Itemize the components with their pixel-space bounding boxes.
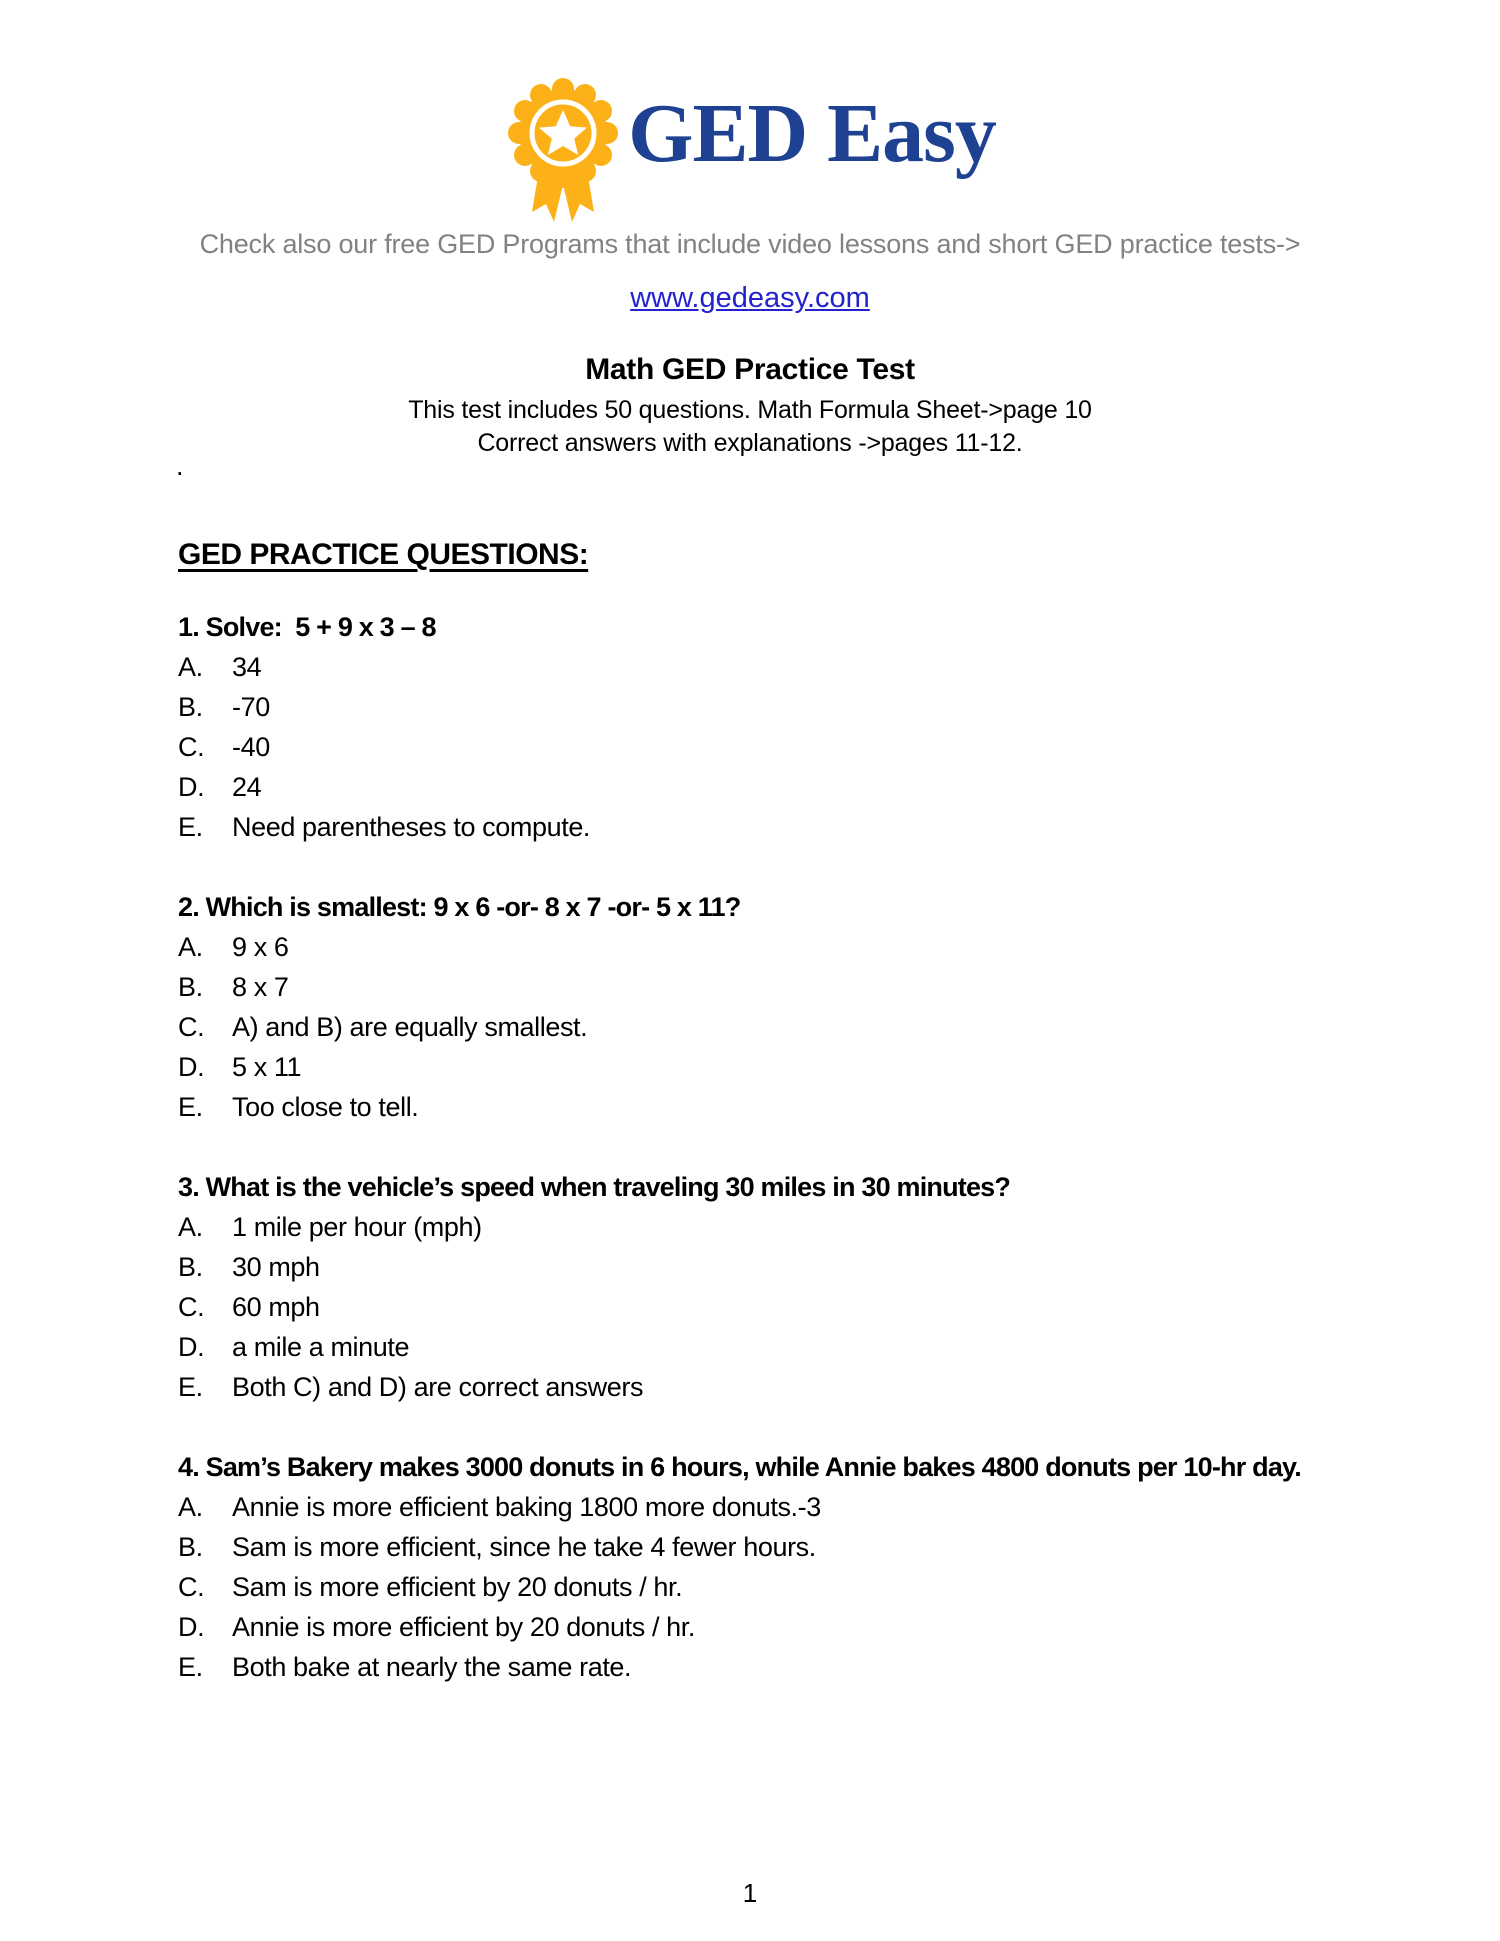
option-text: Sam is more efficient by 20 donuts / hr. xyxy=(232,1572,683,1602)
option-text: Annie is more efficient by 20 donuts / hr. xyxy=(232,1612,695,1642)
question-prompt: 3. What is the vehicle’s speed when traveling 30 miles in 30 minutes? xyxy=(178,1172,1011,1202)
option-row xyxy=(178,1087,1480,1127)
option-text: 5 x 11 xyxy=(232,1052,302,1082)
option-row xyxy=(178,1487,1480,1527)
question-prompt: 1. Solve: 5 + 9 x 3 – 8 xyxy=(178,612,436,642)
option-text: 30 mph xyxy=(232,1252,320,1282)
option-row xyxy=(178,727,1480,767)
option-row xyxy=(178,1527,1480,1567)
question-prompt: 4. Sam’s Bakery makes 3000 donuts in 6 hours, while Annie bakes 4800 donuts per 10-hr day. xyxy=(178,1452,1301,1482)
option-label: A. xyxy=(178,932,203,962)
option-label: D. xyxy=(178,1052,205,1082)
option-label: E. xyxy=(178,1652,203,1682)
option-text: Both bake at nearly the same rate. xyxy=(232,1652,632,1682)
option-label: D. xyxy=(178,772,205,802)
option-text: Both C) and D) are correct answers xyxy=(232,1372,644,1402)
option-text: Too close to tell. xyxy=(232,1092,419,1122)
question-list xyxy=(178,607,1480,1727)
question-1 xyxy=(178,607,1480,847)
option-row xyxy=(178,1607,1480,1647)
option-label: D. xyxy=(178,1332,205,1362)
option-row xyxy=(178,687,1480,727)
option-text: 60 mph xyxy=(232,1292,320,1322)
link-line xyxy=(0,278,1500,318)
option-text: 24 xyxy=(232,772,262,802)
doc-title: Math GED Practice Test xyxy=(585,353,915,386)
question-prompt: 2. Which is smallest: 9 x 6 -or- 8 x 7 -or- 5 x 11? xyxy=(178,892,741,922)
option-text: Annie is more efficient baking 1800 more donuts.-3 xyxy=(232,1492,821,1522)
option-text: 8 x 7 xyxy=(232,972,289,1002)
option-label: A. xyxy=(178,652,203,682)
option-row xyxy=(178,1287,1480,1327)
option-row xyxy=(178,1567,1480,1607)
option-label: E. xyxy=(178,1092,203,1122)
option-row xyxy=(178,1367,1480,1407)
option-label: D. xyxy=(178,1612,205,1642)
option-row xyxy=(178,647,1480,687)
doc-subtitle-2: Correct answers with explanations ->pages 11-12. xyxy=(477,429,1023,457)
option-text: Need parentheses to compute. xyxy=(232,812,591,842)
option-text: 34 xyxy=(232,652,262,682)
option-label: C. xyxy=(178,1012,205,1042)
option-label: A. xyxy=(178,1492,203,1522)
section-heading: GED PRACTICE QUESTIONS: xyxy=(178,538,589,571)
option-label: A. xyxy=(178,1212,203,1242)
page-number: 1 xyxy=(742,1878,758,1908)
logo xyxy=(0,76,1500,226)
option-label: C. xyxy=(178,732,205,762)
option-row xyxy=(178,1047,1480,1087)
option-row xyxy=(178,1247,1480,1287)
option-label: B. xyxy=(178,1252,203,1282)
option-label: E. xyxy=(178,1372,203,1402)
option-row xyxy=(178,967,1480,1007)
option-row xyxy=(178,1327,1480,1367)
option-text: 9 x 6 xyxy=(232,932,289,962)
option-text: -70 xyxy=(232,692,270,722)
option-label: B. xyxy=(178,972,203,1002)
option-text: 1 mile per hour (mph) xyxy=(232,1212,482,1242)
option-label: B. xyxy=(178,692,203,722)
option-row xyxy=(178,807,1480,847)
promo-text: Check also our free GED Programs that include video lessons and short GED practice tests-> xyxy=(199,229,1301,259)
question-3 xyxy=(178,1167,1480,1407)
doc-subtitle-1: This test includes 50 questions. Math Formula Sheet->page 10 xyxy=(408,396,1092,424)
option-text: Sam is more efficient, since he take 4 fewer hours. xyxy=(232,1532,816,1562)
option-label: C. xyxy=(178,1572,205,1602)
option-text: a mile a minute xyxy=(232,1332,410,1362)
option-label: C. xyxy=(178,1292,205,1322)
question-2 xyxy=(178,887,1480,1127)
option-row xyxy=(178,927,1480,967)
option-row xyxy=(178,1007,1480,1047)
brand-text: GED Easy xyxy=(628,87,996,180)
option-row xyxy=(178,767,1480,807)
option-label: E. xyxy=(178,812,203,842)
option-text: -40 xyxy=(232,732,270,762)
stray-dot: . xyxy=(176,451,184,481)
medal-icon xyxy=(504,76,622,226)
option-row xyxy=(178,1647,1480,1687)
question-4 xyxy=(178,1447,1480,1687)
option-text: A) and B) are equally smallest. xyxy=(232,1012,588,1042)
site-link[interactable]: www.gedeasy.com xyxy=(630,282,870,314)
option-label: B. xyxy=(178,1532,203,1562)
option-row xyxy=(178,1207,1480,1247)
